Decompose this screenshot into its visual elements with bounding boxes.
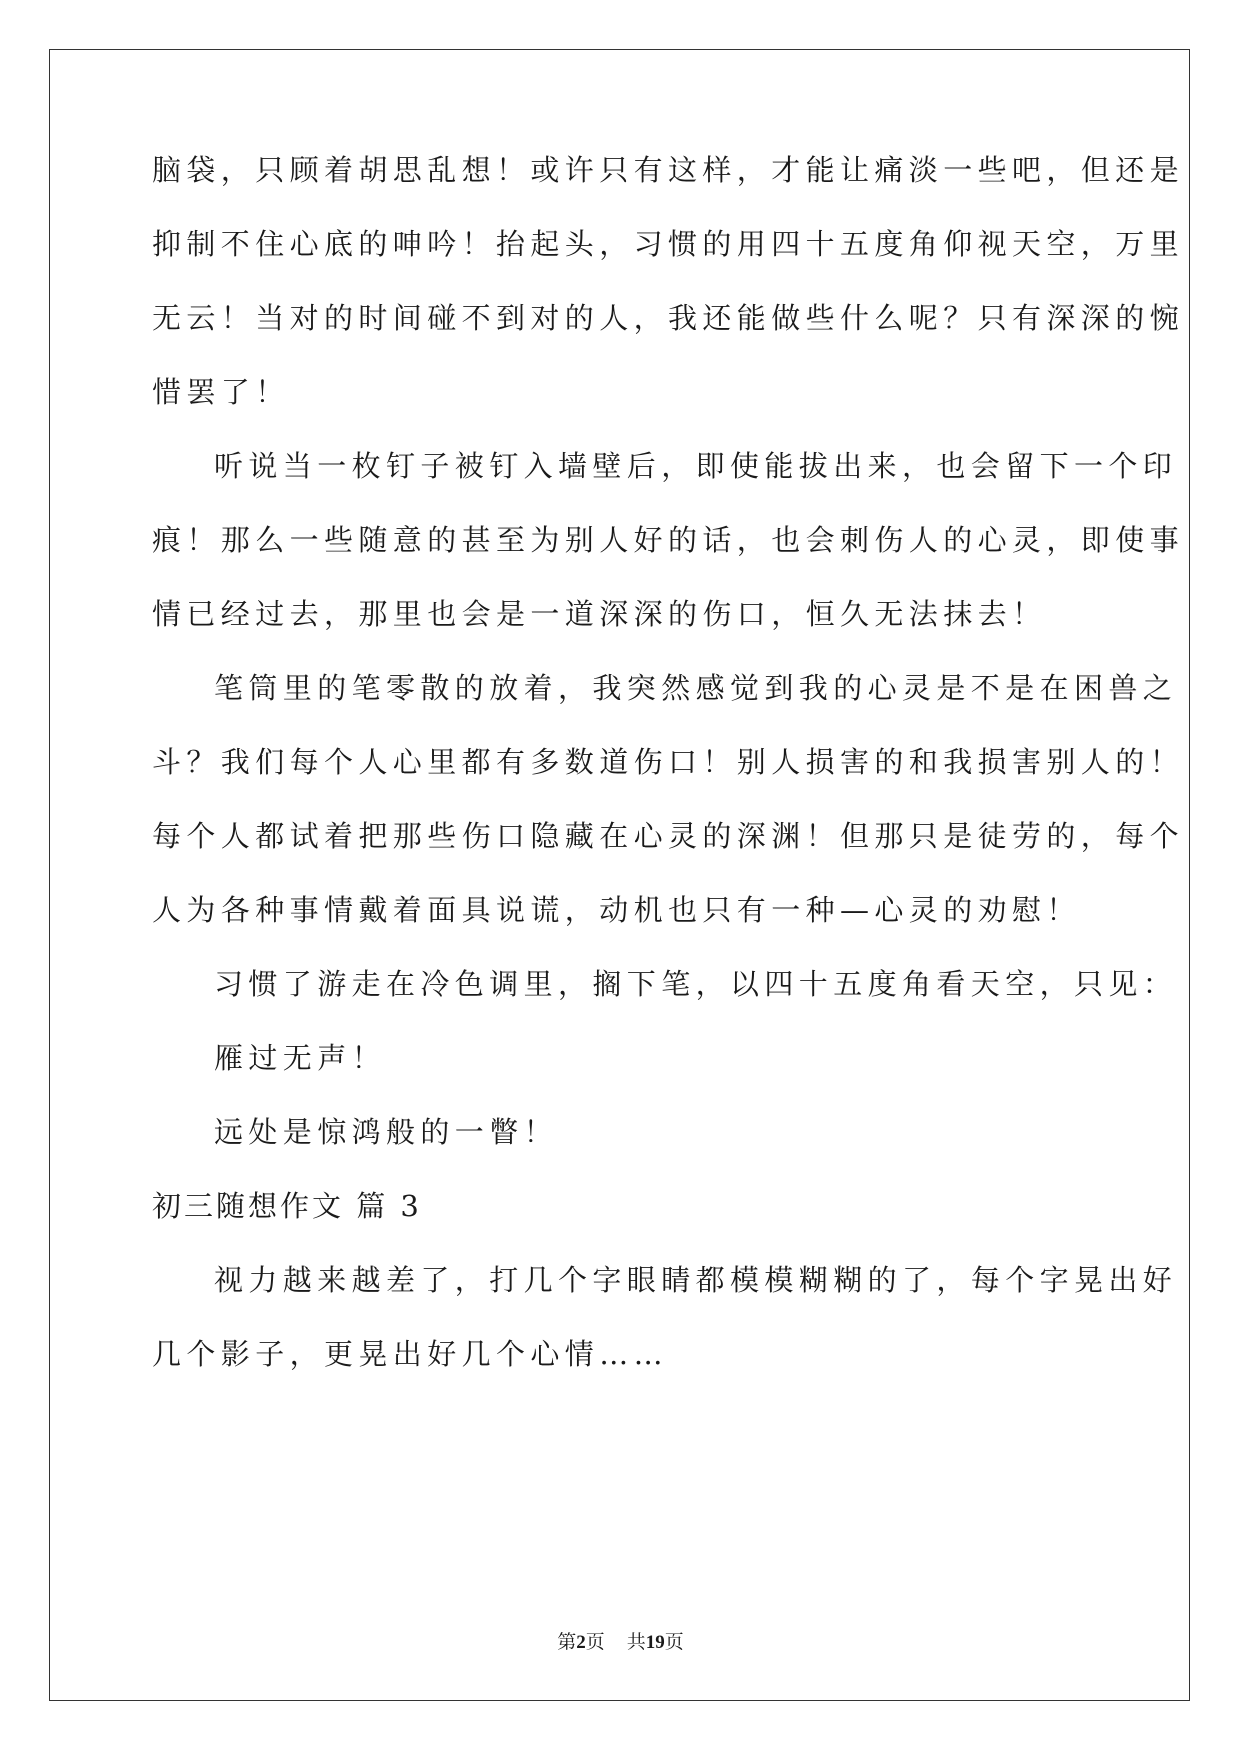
section-heading: 初三随想作文 篇 3 — [152, 1189, 422, 1223]
page-border — [49, 49, 1190, 1701]
text-line: 几个影子，更晃出好几个心情…… — [152, 1337, 669, 1371]
paragraph-start: 远处是惊鸿般的一瞥！ — [214, 1115, 559, 1149]
page-number: 2 — [576, 1632, 586, 1653]
paragraph-start: 视力越来越差了，打几个字眼睛都模模糊糊的了，每个字晃出好 — [214, 1263, 1178, 1297]
text-line: 每个人都试着把那些伤口隐藏在心灵的深渊！但那只是徒劳的，每个 — [152, 819, 1185, 853]
page-suffix: 页 — [585, 1631, 605, 1653]
text-line: 抑制不住心底的呻吟！抬起头，习惯的用四十五度角仰视天空，万里 — [152, 227, 1185, 261]
text-line: 无云！当对的时间碰不到对的人，我还能做些什么呢？只有深深的惋 — [152, 301, 1185, 335]
text-line: 斗？我们每个人心里都有多数道伤口！别人损害的和我损害别人的！ — [152, 745, 1185, 779]
text-line: 惜罢了！ — [152, 375, 290, 409]
paragraph-start: 雁过无声！ — [214, 1041, 387, 1075]
text-line: 脑袋，只顾着胡思乱想！或许只有这样，才能让痛淡一些吧，但还是 — [152, 153, 1185, 187]
text-line: 痕！那么一些随意的甚至为别人好的话，也会刺伤人的心灵，即使事 — [152, 523, 1185, 557]
total-pages: 19 — [645, 1632, 665, 1653]
total-prefix: 共 — [626, 1631, 646, 1653]
paragraph-start: 听说当一枚钉子被钉入墙壁后，即使能拔出来，也会留下一个印 — [214, 449, 1178, 483]
page-prefix: 第 — [557, 1631, 577, 1653]
text-line: 人为各种事情戴着面具说谎，动机也只有一种—心灵的劝慰！ — [152, 893, 1081, 927]
paragraph-start: 习惯了游走在冷色调里，搁下笔，以四十五度角看天空，只见： — [214, 967, 1178, 1001]
total-suffix: 页 — [664, 1631, 684, 1653]
page-footer — [0, 1630, 1241, 1655]
paragraph-start: 笔筒里的笔零散的放着，我突然感觉到我的心灵是不是在困兽之 — [214, 671, 1178, 705]
text-line: 情已经过去，那里也会是一道深深的伤口，恒久无法抹去！ — [152, 597, 1047, 631]
